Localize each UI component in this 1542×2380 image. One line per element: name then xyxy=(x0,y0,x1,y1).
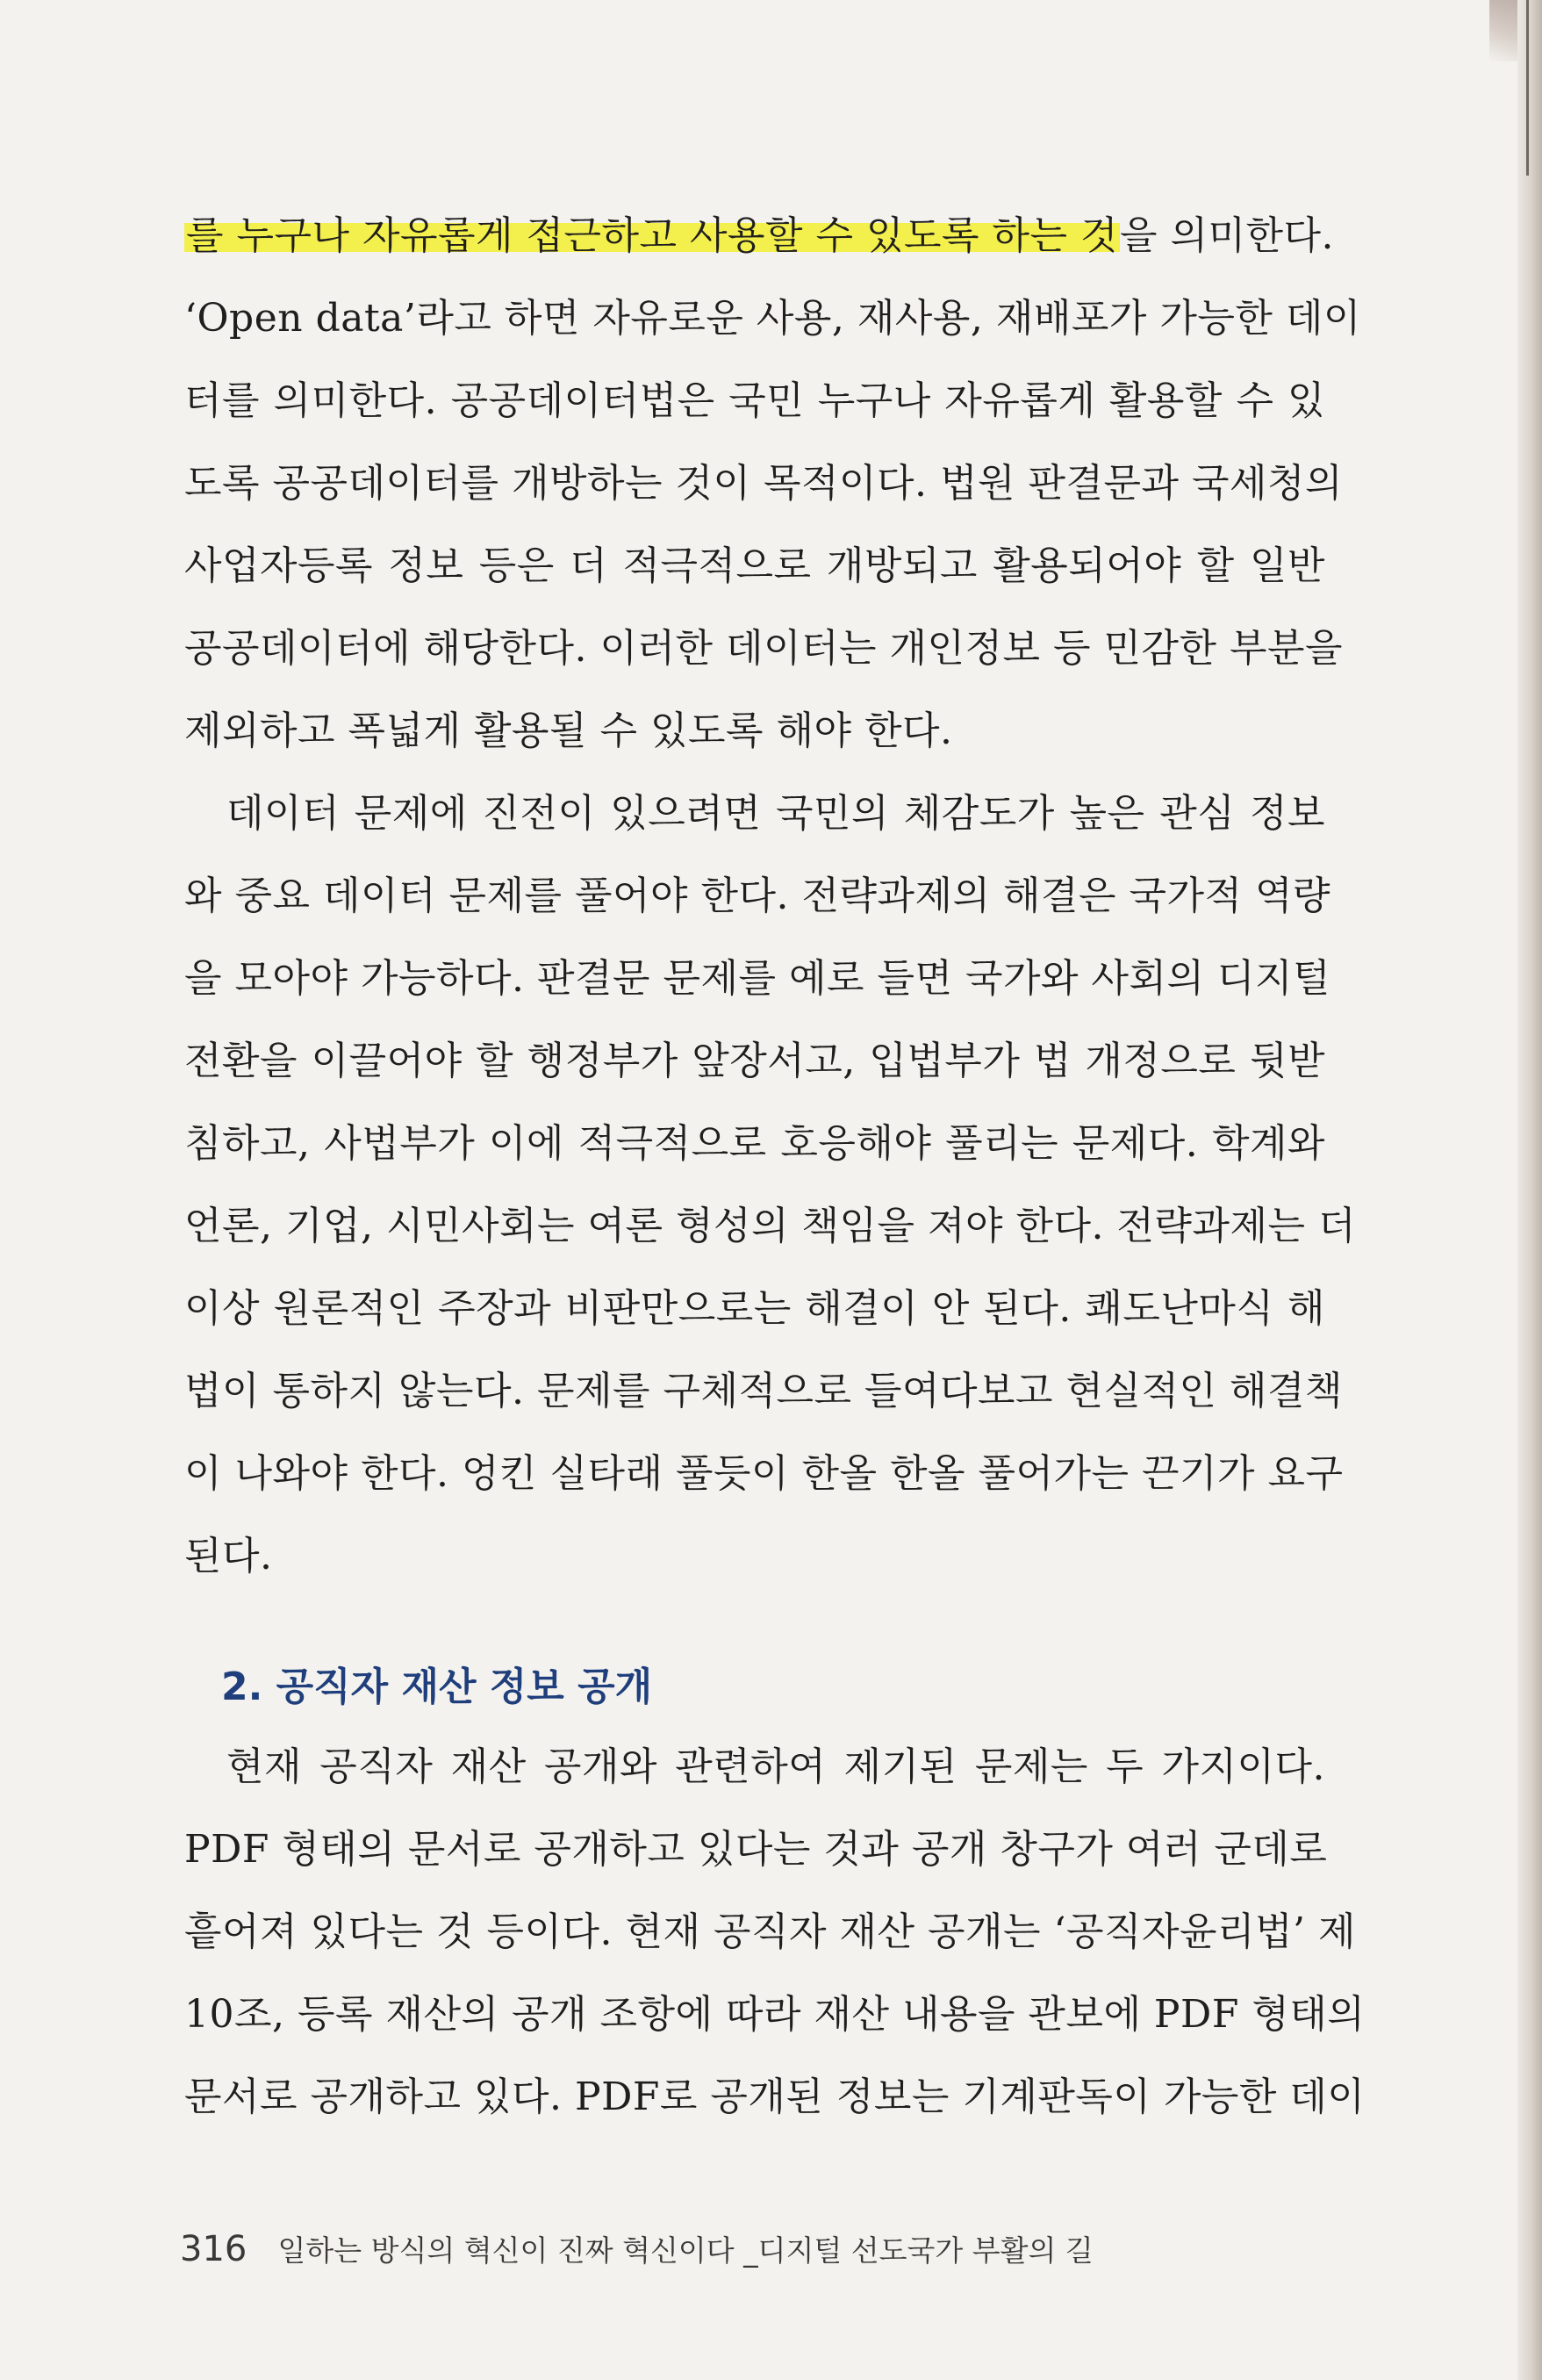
section-heading: 2. 공직자 재산 정보 공개 xyxy=(221,1665,653,1709)
text-line: 흩어져 있다는 것 등이다. 현재 공직자 재산 공개는 ‘공직자윤리법’ 제 xyxy=(184,1909,1356,1954)
page-edge xyxy=(1517,0,1542,2380)
page-footer xyxy=(180,2228,1094,2269)
text-line: 전환을 이끌어야 할 행정부가 앞장서고, 입법부가 법 개정으로 뒷받 xyxy=(184,1039,1325,1083)
text-line: PDF 형태의 문서로 공개하고 있다는 것과 공개 창구가 여러 군데로 xyxy=(184,1827,1328,1872)
running-title: 일하는 방식의 혁신이 진짜 혁신이다 _디지털 선도국가 부활의 길 xyxy=(277,2233,1094,2268)
text-line: 도록 공공데이터를 개방하는 것이 목적이다. 법원 판결문과 국세청의 xyxy=(184,461,1343,506)
body-text xyxy=(184,195,1361,1598)
text-line: 공공데이터에 해당한다. 이러한 데이터는 개인정보 등 민감한 부분을 xyxy=(184,626,1343,671)
text-line: 된다. xyxy=(184,1534,273,1578)
text-line: 언론, 기업, 시민사회는 여론 형성의 책임을 져야 한다. 전략과제는 더 xyxy=(184,1204,1356,1248)
text-line: 을 모아야 가능하다. 판결문 문제를 예로 들면 국가와 사회의 디지털 xyxy=(184,956,1330,1001)
text-line: ‘Open data’라고 하면 자유로운 사용, 재사용, 재배포가 가능한 데이 xyxy=(184,296,1361,341)
text-line: 터를 의미한다. 공공데이터법은 국민 누구나 자유롭게 활용할 수 있 xyxy=(184,378,1325,423)
text-line: 데이터 문제에 진전이 있으려면 국민의 체감도가 높은 관심 정보 xyxy=(226,791,1325,836)
text-line xyxy=(184,195,1334,277)
text-fragment: 을 의미한다. xyxy=(1119,213,1334,258)
text-line: 제외하고 폭넓게 활용될 수 있도록 해야 한다. xyxy=(184,708,953,753)
text-line: 10조, 등록 재산의 공개 조항에 따라 재산 내용을 관보에 PDF 형태의 xyxy=(184,1992,1366,2037)
text-line: 와 중요 데이터 문제를 풀어야 한다. 전략과제의 해결은 국가적 역량 xyxy=(184,874,1330,918)
page-number: 316 xyxy=(180,2229,247,2269)
text-line: 사업자등록 정보 등은 더 적극적으로 개방되고 활용되어야 할 일반 xyxy=(184,543,1325,588)
text-line: 현재 공직자 재산 공개와 관련하여 제기된 문제는 두 가지이다. xyxy=(226,1744,1325,1789)
text-line: 이상 원론적인 주장과 비판만으로는 해결이 안 된다. 쾌도난마식 해 xyxy=(184,1286,1325,1331)
section-body-text xyxy=(184,1726,1366,2139)
highlighted-text: 를 누구나 자유롭게 접근하고 사용할 수 있도록 하는 것 xyxy=(186,213,1118,258)
text-line: 법이 통하지 않는다. 문제를 구체적으로 들여다보고 현실적인 해결책 xyxy=(184,1369,1343,1413)
text-line: 문서로 공개하고 있다. PDF로 공개된 정보는 기계판독이 가능한 데이 xyxy=(184,2074,1366,2119)
text-line: 침하고, 사법부가 이에 적극적으로 호응해야 풀리는 문제다. 학계와 xyxy=(184,1121,1325,1166)
text-line: 이 나와야 한다. 엉킨 실타래 풀듯이 한올 한올 풀어가는 끈기가 요구 xyxy=(184,1451,1344,1496)
